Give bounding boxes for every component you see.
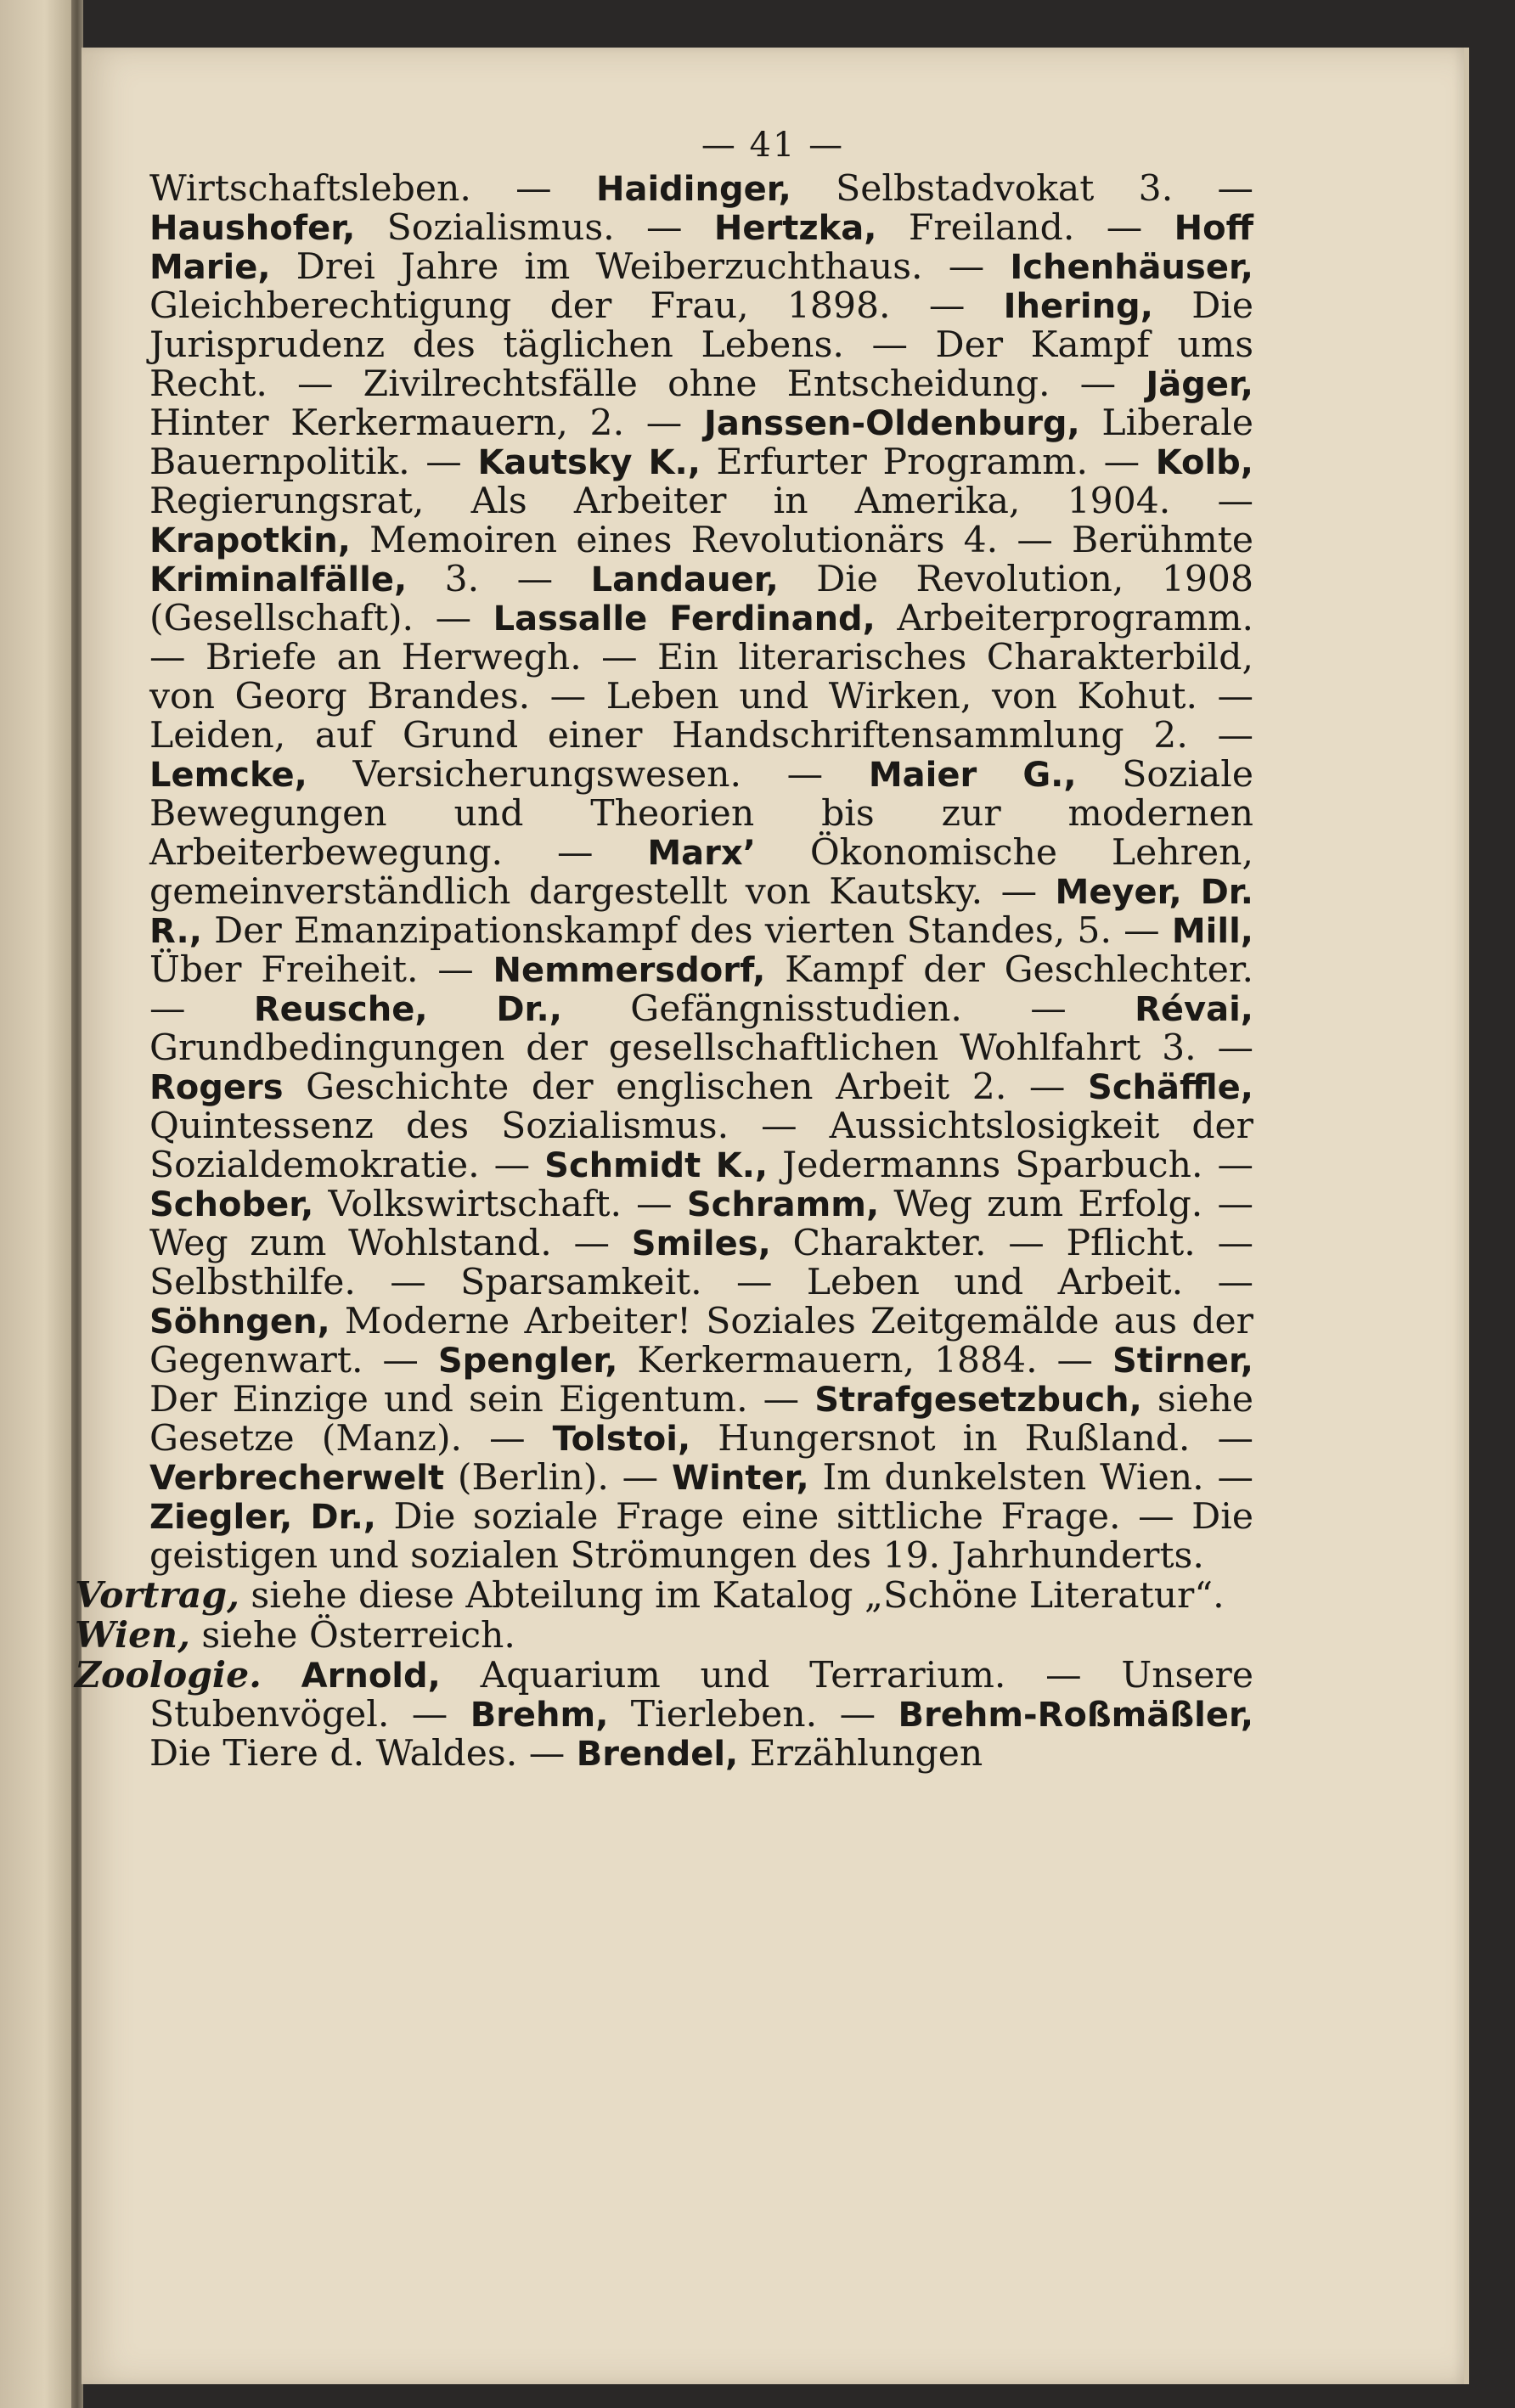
author-name: Marx’ [647, 834, 756, 873]
author-name: Janssen-Oldenburg, [703, 404, 1080, 443]
title-text: Die Revolution, 1908 (Gesellschaft). — [149, 559, 1254, 639]
entry-zoologie [75, 1656, 1253, 1774]
author-name: Hertzka, [713, 209, 877, 248]
author-name: Révai, [1135, 990, 1253, 1029]
title-text: Erzählungen [738, 1733, 983, 1775]
author-name: Brehm, [470, 1696, 609, 1735]
title-text: Sozialismus. — [355, 207, 714, 249]
title-text: Hinter Kerkermauern, 2. — [149, 402, 704, 444]
author-name: Kautsky K., [477, 443, 701, 482]
entry-vortrag [75, 1576, 1253, 1616]
author-name: Schmidt K., [544, 1146, 769, 1185]
category-heading: Zoologie. [75, 1654, 262, 1696]
author-name: Söhngen, [149, 1302, 330, 1342]
catalog-text [75, 168, 1254, 1775]
title-text: Volkswirtschaft. — [313, 1184, 687, 1225]
title-text [262, 1655, 301, 1696]
page-number: — 41 — [701, 126, 845, 165]
title-text: 3. — [407, 559, 591, 600]
title-text: Die Tiere d. Waldes. — [149, 1733, 577, 1775]
title-text: Hungersnot in Rußland. — [690, 1418, 1253, 1460]
author-name: Schäffle, [1088, 1068, 1253, 1107]
author-name: Ihering, [1003, 287, 1153, 326]
title-text: Der Einzige und sein Eigentum. — [149, 1379, 815, 1421]
author-name: Smiles, [631, 1224, 771, 1263]
title-text: Quintessenz des Sozialismus. — Aussichtslosigkeit der Sozialdemokratie. — [149, 1106, 1253, 1186]
author-name: Schramm, [686, 1185, 880, 1224]
title-text: Freiland. — [876, 207, 1174, 249]
category-heading: Vortrag, [75, 1574, 239, 1617]
author-name: Meyer, Dr. R., [149, 873, 1253, 951]
title-text: Aquarium und Terrarium. — Unsere Stubenvögel. — [149, 1655, 1253, 1736]
title-text: Kampf der Geschlechter. — [149, 949, 1253, 1030]
author-name: Hoff Marie, [149, 209, 1253, 287]
title-text: Wirtschaftsleben. — [149, 168, 596, 210]
title-text: Drei Jahre im Weiberzuchthaus. — [270, 246, 1011, 288]
author-name: Ziegler, Dr., [149, 1498, 376, 1537]
author-name: Lemcke, [149, 756, 307, 795]
author-name: Stirner, [1112, 1342, 1253, 1381]
entry-wien [75, 1616, 1253, 1656]
title-text: Tierleben. — [608, 1694, 898, 1736]
category-heading: Wien, [75, 1614, 190, 1657]
author-name: Schober, [149, 1185, 314, 1224]
title-text: siehe Gesetze (Manz). — [149, 1379, 1253, 1460]
author-name: Strafgesetzbuch, [814, 1381, 1142, 1420]
author-name: Kolb, [1155, 443, 1253, 482]
facing-page-edge [0, 0, 75, 2408]
author-name: Reusche, Dr., [253, 990, 562, 1029]
author-name: Lassalle Ferdinand, [493, 599, 876, 639]
author-name: Brehm-Roßmäßler, [898, 1696, 1254, 1735]
title-text: Moderne Arbeiter! Soziales Zeitgemälde aus der Gegenwart. — [149, 1301, 1253, 1381]
author-name: Winter, [672, 1459, 809, 1498]
author-name: Mill, [1171, 912, 1253, 951]
author-name: Verbrecherwelt [149, 1459, 445, 1498]
title-text: Über Freiheit. — [149, 949, 493, 991]
title-text: Kerkermauern, 1884. — [617, 1340, 1112, 1381]
author-name: Maier G., [868, 756, 1077, 795]
author-name: Arnold, [301, 1657, 441, 1696]
title-text: Versicherungswesen. — [307, 754, 869, 796]
author-name: Jäger, [1146, 365, 1253, 404]
author-name: Brendel, [576, 1735, 739, 1774]
entry-sozialwissenschaft-continued [149, 170, 1253, 1576]
author-name: Krapotkin, [149, 521, 351, 560]
title-text: Charakter. — Pflicht. — Selbsthilfe. — Sparsamkeit. — Leben und Arbeit. — [149, 1223, 1253, 1303]
author-name: Haidinger, [595, 170, 791, 209]
title-text: Jedermanns Sparbuch. — [768, 1145, 1253, 1186]
title-text: Im dunkelsten Wien. — [808, 1457, 1253, 1499]
author-name: Spengler, [437, 1342, 618, 1381]
author-name: Tolstoi, [552, 1420, 691, 1459]
title-text: Die soziale Frage eine sittliche Frage. — Die geistigen und sozialen Strömungen des 19. Jahrhunderts. [149, 1496, 1253, 1577]
title-text: Gleichberechtigung der Frau, 1898. — [149, 285, 1004, 327]
author-name: Kriminalfälle, [149, 560, 408, 599]
title-text: Soziale Bewegungen und Theorien bis zur modernen Arbeiterbewegung. — [149, 754, 1253, 874]
title-text: Arbeiterprogramm. — Briefe an Herwegh. — Ein literarisches Charakterbild, von Georg Brandes. — Leben und Wirken, von Kohut. — Leiden, auf Grund einer Handschriftensammlung 2. — [149, 598, 1253, 757]
title-text: Grundbedingungen der gesellschaftlichen Wohlfahrt 3. — [149, 1027, 1253, 1069]
title-text: Memoiren eines Revolutionärs 4. — Berühmte [350, 520, 1253, 561]
title-text: Gefängnisstudien. — [561, 988, 1135, 1030]
title-text: Weg zum Erfolg. — Weg zum Wohlstand. — [149, 1184, 1253, 1264]
title-text: Liberale Bauernpolitik. — [149, 402, 1253, 483]
title-text: siehe diese Abteilung im Katalog „Schöne Literatur“. [239, 1575, 1225, 1617]
title-text: Die Jurisprudenz des täglichen Lebens. — Der Kampf ums Recht. — Zivilrechtsfälle ohne Entscheidung. — [149, 285, 1254, 405]
title-text: Geschichte der englischen Arbeit 2. — [283, 1066, 1089, 1108]
title-text: Regierungsrat, Als Arbeiter in Amerika, 1904. — [149, 481, 1253, 522]
title-text: Ökonomische Lehren, gemeinverständlich dargestellt von Kautsky. — [149, 832, 1253, 913]
title-text: Erfurter Programm. — [700, 442, 1156, 483]
title-text: (Berlin). — [444, 1457, 673, 1499]
title-text: siehe Österreich. [189, 1615, 515, 1657]
author-name: Ichenhäuser, [1010, 248, 1253, 287]
title-text: Selbstadvokat 3. — [791, 168, 1254, 210]
title-text: Der Emanzipationskampf des vierten Standes, 5. — [201, 910, 1172, 952]
author-name: Rogers [149, 1068, 284, 1107]
author-name: Nemmersdorf, [493, 951, 766, 990]
author-name: Landauer, [590, 560, 779, 599]
author-name: Haushofer, [149, 209, 356, 248]
